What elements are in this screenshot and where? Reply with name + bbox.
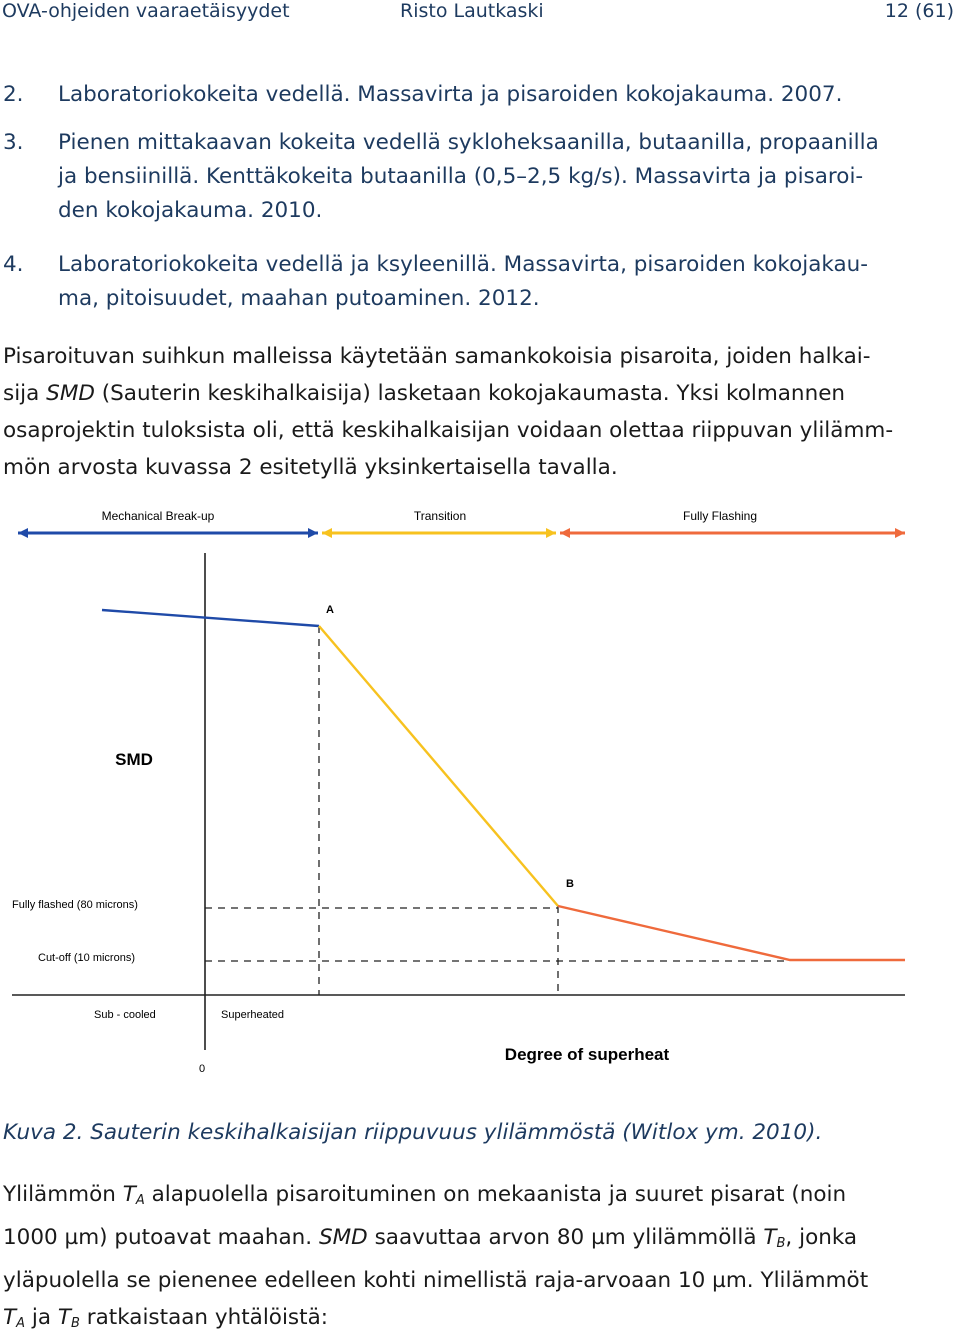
smd-superheat-figure [0,498,960,1098]
y-axis-label: SMD [115,750,153,769]
list-line: ja bensiinillä. Kenttäkokeita butaanilla (0,5–2,5 kg/s). Massavirta ja pisaroi- [58,164,864,189]
paragraph-superheat: Ylilämmön $T_A$ alapuolella pisaroituminen on mekaanista ja suuret pisarat (noin 1000 µm) putoavat maahan. SMD saavuttaa arvon 80 µm ylilämmöllä $T_B$, jonka yläpuolella se pienenee edelleen kohti nimellistä raja-arvoaan 10 µm. Ylilämmöt $T_A$ ja $T_B$ ratkaistaan yhtälöistä: [3,1182,869,1331]
curve-transition [319,626,558,906]
point-a-label: A [326,604,334,616]
regime-label-mechanical: Mechanical Break-up [101,509,215,523]
arrow-right-icon [308,528,318,538]
curve-flashing [558,906,905,960]
superheated-label: Superheated [221,1009,284,1021]
arrow-left-icon [322,528,332,538]
list-line: den kokojakauma. 2010. [58,198,323,223]
arrow-left-icon [18,528,28,538]
arrow-right-icon [895,528,905,538]
x-axis-label: Degree of superheat [504,1045,670,1064]
curve-mechanical [102,610,319,626]
page-header [0,0,960,30]
sub-cooled-label: Sub - cooled [94,1009,156,1021]
list-line: Laboratoriokokeita vedellä ja ksyleenillä. Massavirta, pisaroiden kokojakau- [58,252,869,277]
arrow-left-icon [560,528,570,538]
list-number: 2. [3,82,24,107]
header-author: Risto Lautkaski [400,0,544,22]
header-page-number: 12 (61) [884,0,954,22]
figure-caption: Kuva 2. Sauterin keskihalkaisijan riippuvuus ylilämmöstä (Witlox ym. 2010). [3,1120,823,1145]
list-line: ma, pitoisuudet, maahan putoaminen. 2012. [58,286,540,311]
header-document-title: OVA-ohjeiden vaaraetäisyydet [2,0,290,22]
point-b-label: B [566,878,574,890]
list-number: 4. [3,252,24,277]
regime-label-transition: Transition [413,509,467,523]
zero-label: 0 [198,1063,206,1075]
arrow-right-icon [546,528,556,538]
regime-label-fully-flashing: Fully Flashing [682,509,758,523]
cut-off-label: Cut-off (10 microns) [38,952,135,964]
list-line: Pienen mittakaavan kokeita vedellä sykloheksaanilla, butaanilla, propaanilla [58,130,879,155]
smd-term: SMD [46,381,95,406]
paragraph-intro: Pisaroituvan suihkun malleissa käytetään samankokoisia pisaroita, joiden halkai- sija SMD (Sauterin keskihalkaisija) lasketaan kokojakaumasta. Yksi kolmannen osaprojektin tuloksista oli, että keskihalkaisijan voidaan olettaa riippuvan ylilämm- mön arvosta kuvassa 2 esitetyllä yksinkertaisella tavalla. [3,344,894,480]
list-line: Laboratoriokokeita vedellä. Massavirta ja pisaroiden kokojakauma. 2007. [58,82,843,107]
list-number: 3. [3,130,24,155]
fully-flashed-label: Fully flashed (80 microns) [12,899,138,911]
